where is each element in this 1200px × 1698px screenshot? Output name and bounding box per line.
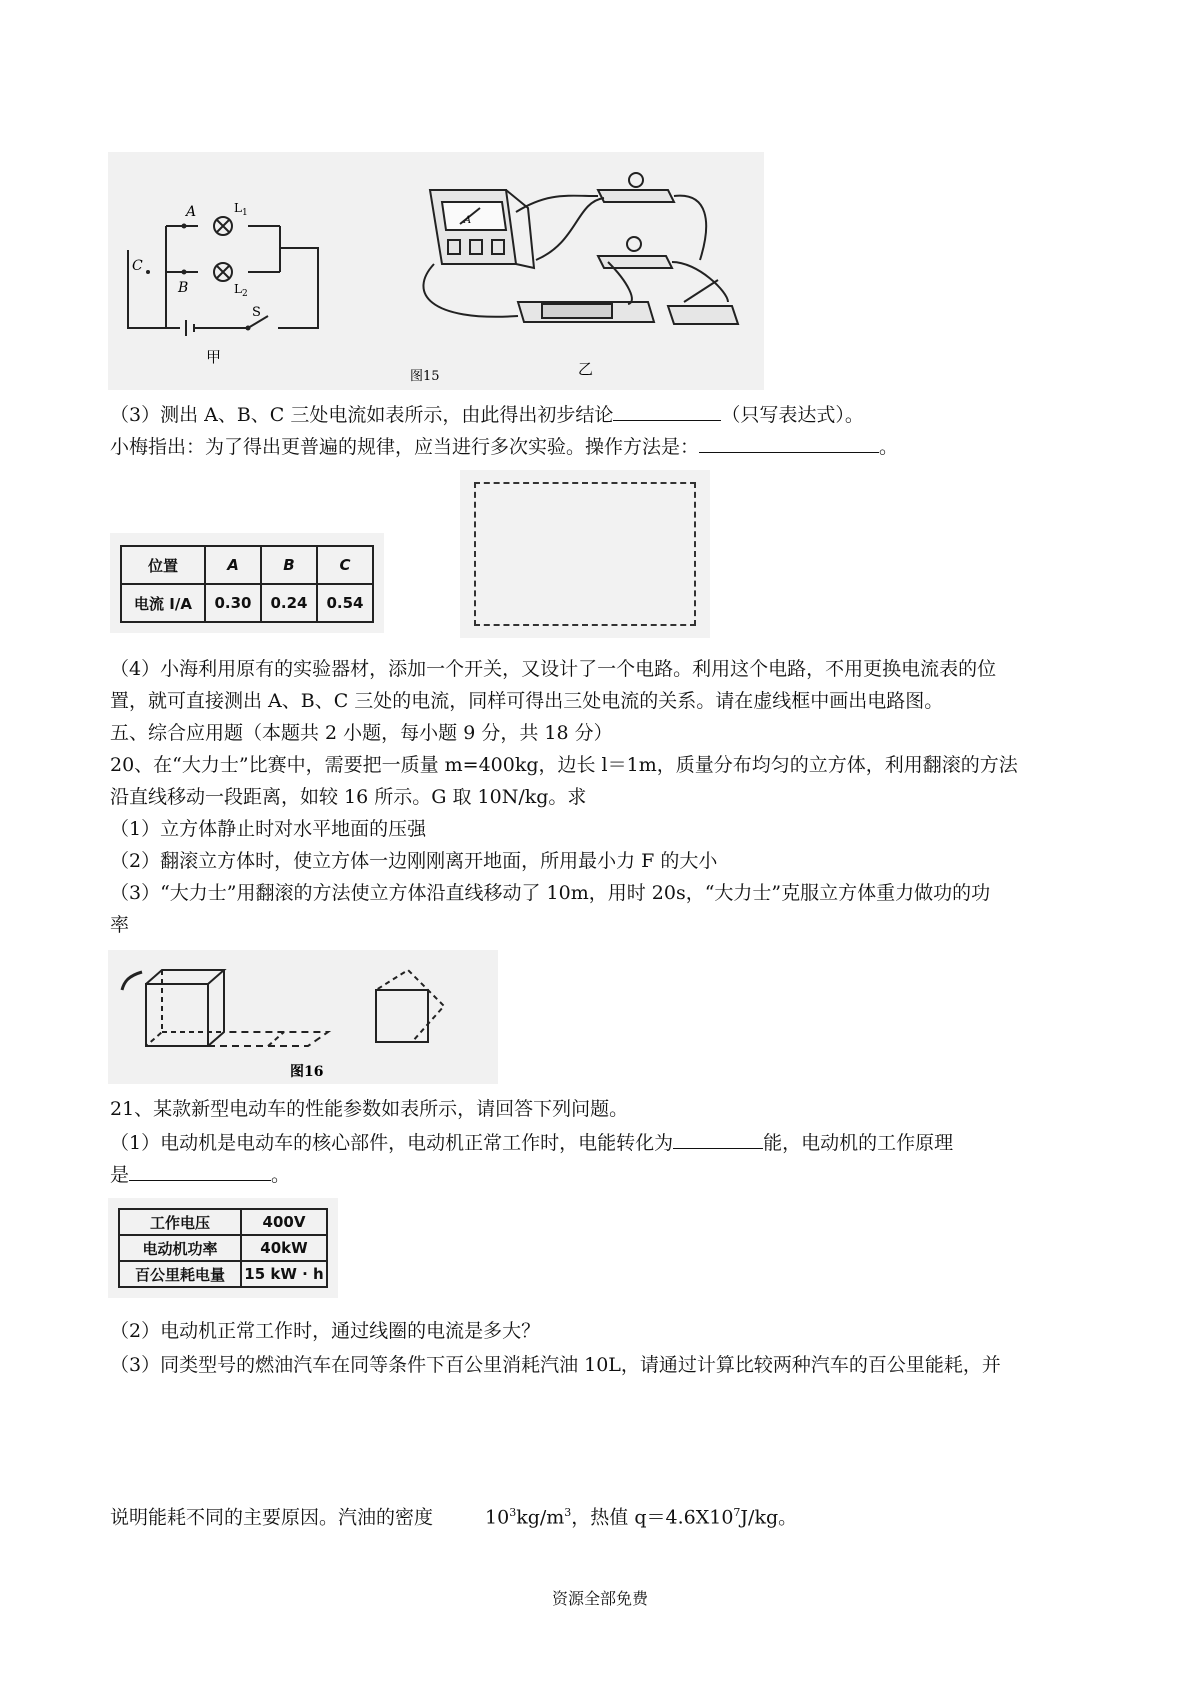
figure-15-left-label: 甲 <box>206 348 222 366</box>
table-row <box>121 584 373 622</box>
answer-blank-energy[interactable] <box>673 1128 763 1149</box>
q19-part4-line2: 置，就可直接测出 A、B、C 三处的电流，同样可得出三处电流的关系。请在虚线框中画出电路图。 <box>110 690 944 712</box>
table-row <box>119 1209 327 1235</box>
q20-sub3-line2: 率 <box>110 914 130 936</box>
table-cell: C <box>317 546 373 584</box>
figure-16 <box>108 950 498 1084</box>
table-row <box>119 1261 327 1287</box>
ev-parameter-table <box>108 1198 338 1298</box>
density-exponent: 3 <box>509 1506 517 1519</box>
table-cell: 电流 I/A <box>121 584 205 622</box>
heat-unit: J/kg。 <box>740 1506 798 1529</box>
q19-part3-line1 <box>110 400 864 428</box>
figure-16-caption: 图16 <box>290 1064 324 1080</box>
q21-sub1-line1 <box>110 1128 953 1156</box>
figure-15-right-label: 乙 <box>578 360 594 378</box>
circuit-drawing-box[interactable] <box>460 470 710 638</box>
q20-line2: 沿直线移动一段距离，如较 16 所示。G 取 10N/kg。求 <box>110 786 587 808</box>
current-table <box>110 533 384 633</box>
figure-15-caption: 图15 <box>410 369 440 384</box>
q20-sub1: （1）立方体静止时对水平地面的压强 <box>110 818 427 840</box>
q19-part3-line2 <box>110 432 898 460</box>
table-cell: 15 kW · h <box>241 1261 327 1287</box>
q21-sub1-text-end: 能，电动机的工作原理 <box>763 1132 954 1154</box>
density-unit-exponent: 3 <box>564 1506 572 1519</box>
ammeter-label: A <box>464 215 472 226</box>
table-row <box>121 546 373 584</box>
point-a-label: A <box>186 204 197 220</box>
q19-part3-text: （3）测出 A、B、C 三处电流如表所示，由此得出初步结论 <box>110 404 614 426</box>
switch-label: S <box>252 305 261 320</box>
figure-15-drawing <box>108 152 764 390</box>
point-c-label: C <box>132 258 143 274</box>
table-cell: 电动机功率 <box>119 1235 241 1261</box>
table-row <box>119 1235 327 1261</box>
answer-blank-conclusion[interactable] <box>613 400 721 421</box>
q19-part4-line1: （4）小海利用原有的实验器材，添加一个开关，又设计了一个电路。利用这个电路，不用更换电流表的位 <box>110 658 997 680</box>
table-cell: 400V <box>241 1209 327 1235</box>
table-cell: 百公里耗电量 <box>119 1261 241 1287</box>
q20-sub3-line1: （3）“大力士”用翻滚的方法使立方体沿直线移动了 10m，用时 20s，“大力士”克服立方体重力做功的功 <box>110 882 991 904</box>
q20-sub2: （2）翻滚立方体时，使立方体一边刚刚离开地面，所用最小力 F 的大小 <box>110 850 718 872</box>
density-value: 10 <box>485 1506 510 1529</box>
density-unit: kg/m <box>516 1506 565 1529</box>
heat-value-text: ，热值 q＝4.6X10 <box>571 1506 734 1529</box>
q21-sub1-line2 <box>110 1160 290 1188</box>
page-footer: 资源全部免费 <box>551 1589 648 1608</box>
q21-sub1-text: （1）电动机是电动车的核心部件，电动机正常工作时，电能转化为 <box>110 1132 674 1154</box>
q21-sub3-line2 <box>110 1500 797 1530</box>
q19-part3-method-text: 小梅指出：为了得出更普遍的规律，应当进行多次实验。操作方法是： <box>110 436 700 458</box>
table-cell: 0.24 <box>261 584 317 622</box>
table-cell: 40kW <box>241 1235 327 1261</box>
lamp1-label: $L_1$ <box>234 201 248 218</box>
q21-sub1-period: 。 <box>271 1164 291 1186</box>
table-cell: A <box>205 546 261 584</box>
table-cell: 位置 <box>121 546 205 584</box>
point-b-label: B <box>178 280 189 296</box>
table-cell: 0.54 <box>317 584 373 622</box>
q21-sub2: （2）电动机正常工作时，通过线圈的电流是多大？ <box>110 1320 541 1342</box>
q19-part3-period: 。 <box>879 436 899 458</box>
q21-line1: 21、某款新型电动车的性能参数如表所示，请回答下列问题。 <box>110 1098 629 1120</box>
q21-sub3-text: 说明能耗不同的主要原因。汽油的密度 <box>110 1506 434 1529</box>
figure-16-drawing <box>108 950 498 1084</box>
q21-sub1-shi: 是 <box>110 1164 130 1186</box>
table-cell: 0.30 <box>205 584 261 622</box>
table-cell: 工作电压 <box>119 1209 241 1235</box>
answer-blank-method[interactable] <box>699 432 879 453</box>
q19-part3-note: （只写表达式）。 <box>721 404 864 426</box>
q21-sub3-line1: （3）同类型号的燃油汽车在同等条件下百公里消耗汽油 10L，请通过计算比较两种汽车的百公里能耗，并 <box>110 1354 1001 1376</box>
section-5-heading: 五、综合应用题（本题共 2 小题，每小题 9 分，共 18 分） <box>110 722 613 744</box>
table-cell: B <box>261 546 317 584</box>
figure-15 <box>108 152 764 390</box>
answer-blank-principle[interactable] <box>129 1160 271 1181</box>
heat-exponent: 7 <box>733 1506 741 1519</box>
lamp2-label: $L_2$ <box>234 282 248 299</box>
q20-line1: 20、在“大力士”比赛中，需要把一质量 m=400kg，边长 l＝1m，质量分布均匀的立方体，利用翻滚的方法 <box>110 754 1018 776</box>
